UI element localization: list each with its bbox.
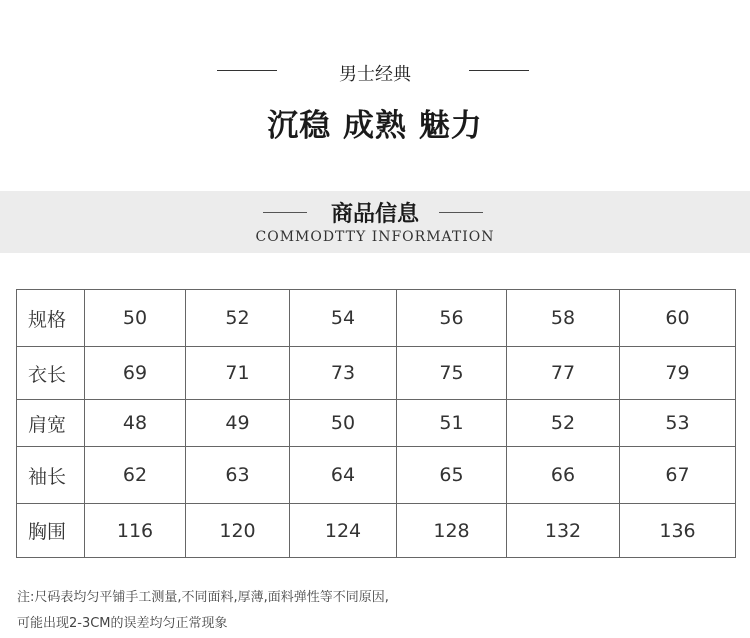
table-cell: 53 xyxy=(620,400,736,447)
table-cell: 49 xyxy=(186,400,290,447)
table-cell: 67 xyxy=(620,447,736,504)
table-cell: 128 xyxy=(397,504,507,558)
note-line-2: 可能出现2-3CM的误差均匀正常现象 xyxy=(17,616,228,631)
table-cell: 52 xyxy=(186,290,290,347)
table-cell: 50 xyxy=(85,290,186,347)
table-cell: 63 xyxy=(186,447,290,504)
table-cell: 64 xyxy=(290,447,397,504)
section-subtitle-en: COMMODTTY INFORMATION xyxy=(255,229,495,245)
table-cell: 79 xyxy=(620,347,736,400)
note-line-1: 注:尺码表均匀平铺手工测量,不同面料,厚薄,面料弹性等不同原因, xyxy=(17,590,389,605)
table-cell: 71 xyxy=(186,347,290,400)
table-cell: 77 xyxy=(507,347,620,400)
table-cell: 52 xyxy=(507,400,620,447)
table-cell: 50 xyxy=(290,400,397,447)
table-row xyxy=(17,447,736,504)
row-label: 胸围 xyxy=(17,504,85,558)
table-cell: 136 xyxy=(620,504,736,558)
table-cell: 132 xyxy=(507,504,620,558)
table-row xyxy=(17,290,736,347)
table-row xyxy=(17,347,736,400)
table-cell: 56 xyxy=(397,290,507,347)
table-cell: 60 xyxy=(620,290,736,347)
table-cell: 116 xyxy=(85,504,186,558)
table-cell: 58 xyxy=(507,290,620,347)
table-cell: 124 xyxy=(290,504,397,558)
table-cell: 62 xyxy=(85,447,186,504)
table-cell: 48 xyxy=(85,400,186,447)
row-label: 规格 xyxy=(17,290,85,347)
table-cell: 51 xyxy=(397,400,507,447)
row-label: 袖长 xyxy=(17,447,85,504)
table-cell: 120 xyxy=(186,504,290,558)
table-cell: 65 xyxy=(397,447,507,504)
section-title: 商品信息 xyxy=(330,202,419,227)
table-cell: 66 xyxy=(507,447,620,504)
table-cell: 54 xyxy=(290,290,397,347)
table-row xyxy=(17,400,736,447)
header-subtitle: 男士经典 xyxy=(339,64,411,85)
header-headline: 沉稳 成熟 魅力 xyxy=(267,108,483,144)
table-cell: 75 xyxy=(397,347,507,400)
size-table xyxy=(16,289,736,558)
table-cell: 69 xyxy=(85,347,186,400)
table-cell: 73 xyxy=(290,347,397,400)
row-label: 衣长 xyxy=(17,347,85,400)
row-label: 肩宽 xyxy=(17,400,85,447)
table-row xyxy=(17,504,736,558)
